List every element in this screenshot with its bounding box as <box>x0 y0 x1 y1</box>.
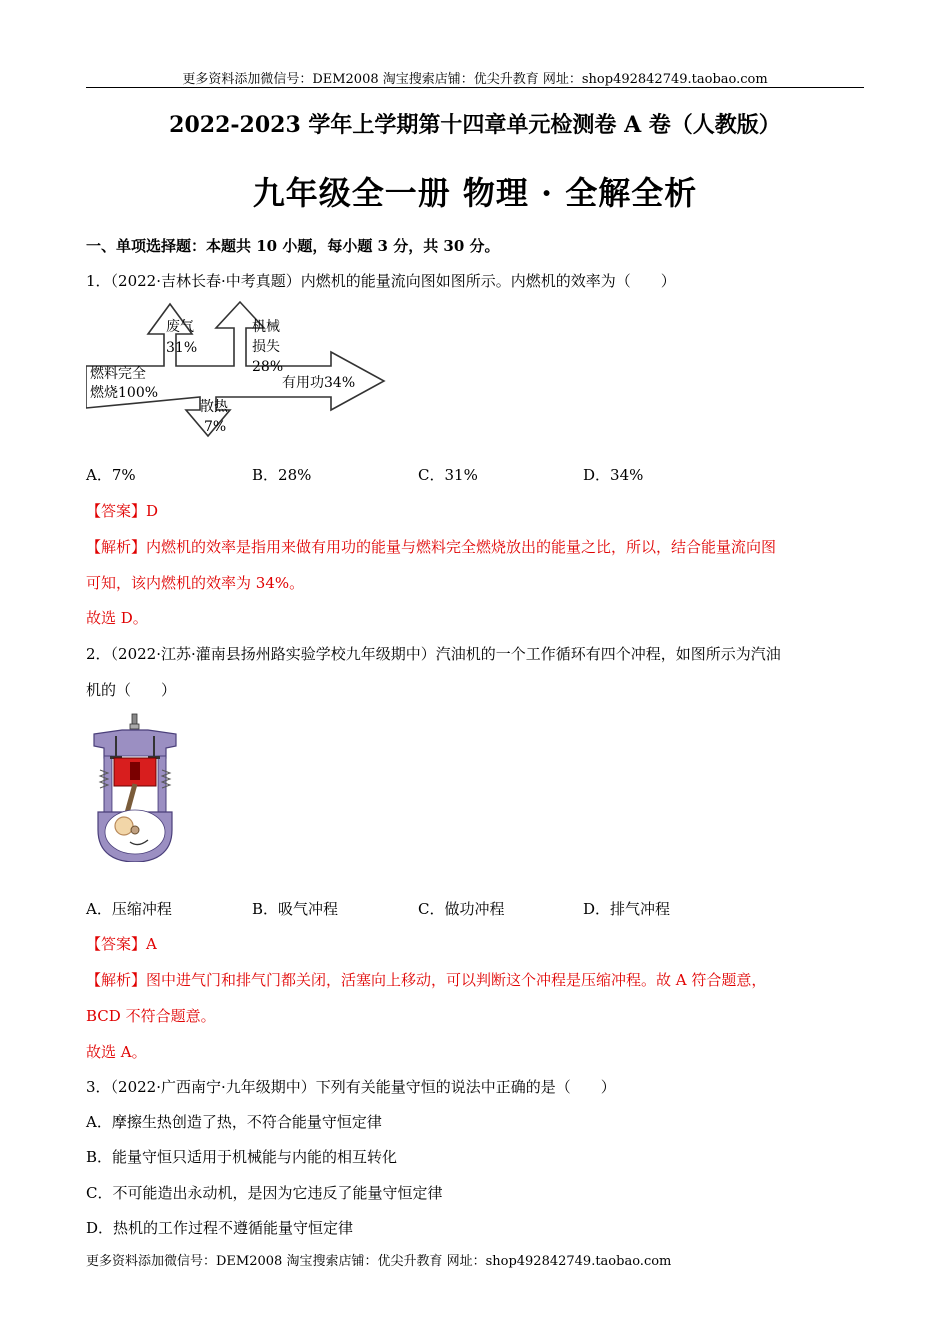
q2-stem-line2: 机的（ ） <box>86 681 177 699</box>
q1-option-c: C．31% <box>418 466 478 484</box>
q1-analysis-line1: 【解析】内燃机的效率是指用来做有用功的能量与燃料完全燃烧放出的能量之比，所以，结合能量流向图 <box>86 538 777 556</box>
energy-flow-diagram <box>86 298 396 440</box>
engine-cylinder-diagram <box>92 712 178 862</box>
q1-option-a: A．7% <box>86 466 136 484</box>
q2-stem-line1: 2．（2022·江苏·灌南县扬州路实验学校九年级期中）汽油机的一个工作循环有四个冲程，如图所示为汽油 <box>86 645 781 663</box>
q2-option-c: C．做功冲程 <box>418 900 505 918</box>
mech-loss-percent: 28% <box>252 359 284 375</box>
exhaust-percent: 31% <box>166 340 198 356</box>
q3-option-d: D．热机的工作过程不遵循能量守恒定律 <box>86 1219 354 1237</box>
page-title: 九年级全一册 物理 · 全解全析 <box>252 174 698 212</box>
header-promo: 更多资料添加微信号：DEM2008 淘宝搜索店铺：优尖升教育 网址：shop492842749.taobao.com <box>182 72 768 87</box>
q2-analysis-line1: 【解析】图中进气门和排气门都关闭，活塞向上移动，可以判断这个冲程是压缩冲程。故 A 符合题意， <box>86 971 767 989</box>
exam-subtitle: 2022-2023 学年上学期第十四章单元检测卷 A 卷（人教版） <box>169 112 781 138</box>
fuel-label-line2: 燃烧100% <box>90 385 159 401</box>
mech-loss-label-line2: 损失 <box>252 339 280 355</box>
q1-analysis-line2: 可知，该内燃机的效率为 34%。 <box>86 574 305 592</box>
q3-option-a: A．摩擦生热创造了热，不符合能量守恒定律 <box>86 1113 382 1131</box>
section-heading: 一、单项选择题：本题共 10 小题，每小题 3 分，共 30 分。 <box>86 237 500 255</box>
q2-option-d: D．排气冲程 <box>583 900 671 918</box>
q1-option-b: B．28% <box>252 466 312 484</box>
q3-option-b: B．能量守恒只适用于机械能与内能的相互转化 <box>86 1148 398 1166</box>
q2-option-b: B．吸气冲程 <box>252 900 339 918</box>
q1-option-d: D．34% <box>583 466 644 484</box>
q1-stem: 1．（2022·吉林长春·中考真题）内燃机的能量流向图如图所示。内燃机的效率为（ ） <box>86 272 676 290</box>
fuel-label-line1: 燃料完全 <box>90 366 146 382</box>
q2-answer: 【答案】A <box>86 935 157 953</box>
useful-work-label: 有用功34% <box>282 375 356 391</box>
footer-promo: 更多资料添加微信号：DEM2008 淘宝搜索店铺：优尖升教育 网址：shop492842749.taobao.com <box>86 1254 672 1269</box>
heat-label: 散热 <box>200 399 228 415</box>
q1-conclusion: 故选 D。 <box>86 609 148 627</box>
q2-analysis-line2: BCD 不符合题意。 <box>86 1007 216 1025</box>
heat-percent: 7% <box>204 419 227 435</box>
q2-conclusion: 故选 A。 <box>86 1043 147 1061</box>
header-rule <box>86 87 864 88</box>
q3-option-c: C．不可能造出永动机，是因为它违反了能量守恒定律 <box>86 1184 443 1202</box>
mech-loss-label-line1: 机械 <box>252 319 280 335</box>
q1-answer: 【答案】D <box>86 502 159 520</box>
exhaust-label: 废气 <box>166 319 194 335</box>
q2-option-a: A．压缩冲程 <box>86 900 172 918</box>
q3-stem: 3．（2022·广西南宁·九年级期中）下列有关能量守恒的说法中正确的是（ ） <box>86 1078 616 1096</box>
